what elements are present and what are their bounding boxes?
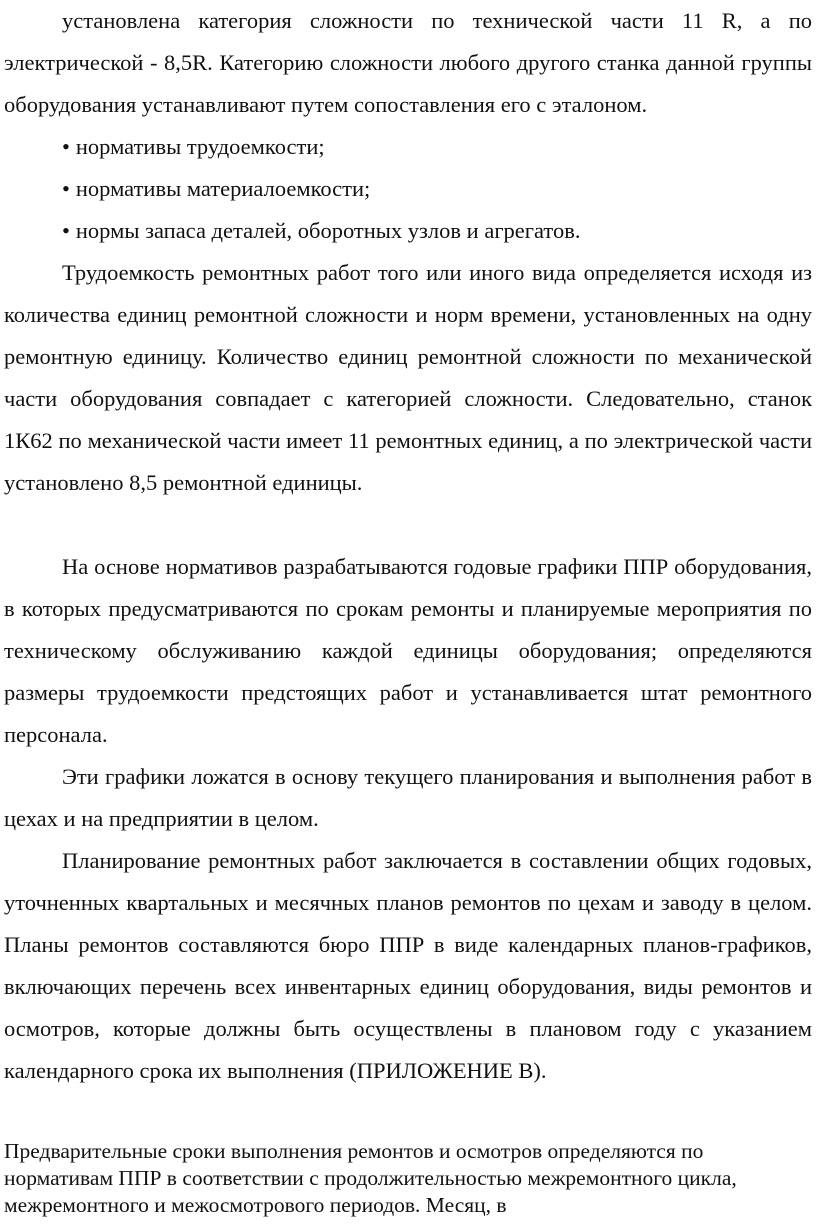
bullet-item	[62, 126, 325, 168]
bullet-item	[62, 210, 580, 252]
bullet-icon: •	[62, 134, 70, 159]
bullet-icon: •	[62, 218, 70, 243]
paragraph-complexity-category: установлена категория сложности по технической части 11 R, а по электрической - 8,5R. Категорию сложности любого другого станка данной группы оборудования устанавливают путем сопоставления его с эталоном.	[4, 8, 812, 117]
bullet-item-text: нормативы трудоемкости;	[75, 134, 325, 159]
bullet-item-text: нормы запаса деталей, оборотных узлов и агрегатов.	[75, 218, 581, 243]
paragraph-labor-intensity: Трудоемкость ремонтных работ того или иного вида определяется исходя из количества единиц ремонтной сложности и норм времени, установленных на одну ремонтную единицу. Количество единиц ремонтной сложности по механической части оборудования совпадает с категорией сложности. Следовательно, станок 1К62 по механической части имеет 11 ремонтных единиц, а по электрической части установлено 8,5 ремонтной единицы.	[4, 260, 812, 495]
paragraph-ppr-schedules: На основе нормативов разрабатываются годовые графики ППР оборудования, в которых предусматриваются по срокам ремонты и планируемые мероприятия по техническому обслуживанию каждой единицы оборудования; определяются размеры трудоемкости предстоящих работ и устанавливается штат ремонтного персонала.	[4, 554, 812, 747]
bullet-item	[62, 168, 370, 210]
bullet-icon: •	[62, 176, 70, 201]
bullet-item-text: нормативы материалоемкости;	[75, 176, 371, 201]
paragraph-schedules-basis: Эти графики ложатся в основу текущего планирования и выполнения работ в цехах и на предприятии в целом.	[4, 764, 812, 831]
paragraph-repair-planning: Планирование ремонтных работ заключается в составлении общих годовых, уточненных квартальных и месячных планов ремонтов по цехам и заводу в целом. Планы ремонтов составляются бюро ППР в виде календарных планов-графиков, включающих перечень всех инвентарных единиц оборудования, виды ремонтов и осмотров, которые должны быть осуществлены в плановом году с указанием календарного срока их выполнения (ПРИЛОЖЕНИЕ В).	[4, 848, 812, 1083]
paragraph-preliminary-terms: Предварительные сроки выполнения ремонтов и осмотров определяются по нормативам ППР в соответствии с продолжительностью межремонтного цикла, межремонтного и межосмотрового периодов. Месяц, в	[4, 1139, 737, 1217]
